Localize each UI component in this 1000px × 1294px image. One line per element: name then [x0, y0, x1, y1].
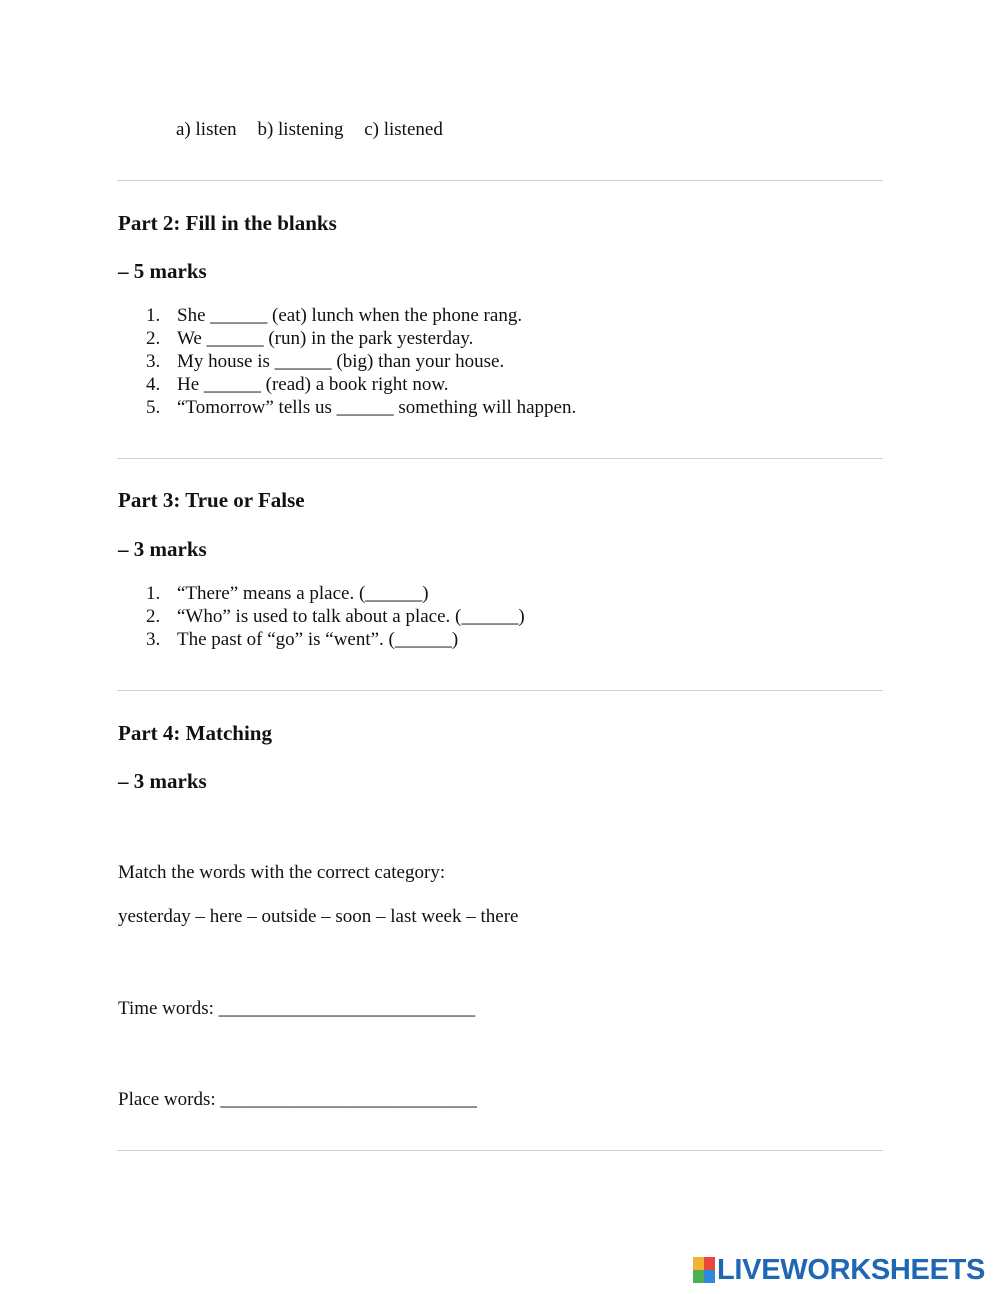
list-item: 2. “Who” is used to talk about a place. (______)	[146, 606, 525, 627]
logo-text: LIVEWORKSHEETS	[717, 1254, 986, 1286]
list-item: 3. The past of “go” is “went”. (______)	[146, 629, 459, 650]
list-item: 2. We ______ (run) in the park yesterday.	[146, 328, 474, 349]
option-a: a) listen	[176, 119, 237, 140]
divider	[117, 458, 883, 459]
part3-marks: – 3 marks	[118, 537, 207, 561]
list-item: 1. She ______ (eat) lunch when the phone rang.	[146, 305, 523, 326]
list-item: 1. “There” means a place. (______)	[146, 583, 429, 604]
list-item: 4. He ______ (read) a book right now.	[146, 374, 449, 395]
logo-square-icon	[693, 1257, 704, 1270]
part4-marks: – 3 marks	[118, 769, 207, 793]
part3-list	[146, 582, 525, 651]
logo-square-icon	[704, 1257, 715, 1270]
matching-instruction: Match the words with the correct category:	[118, 862, 446, 883]
logo-square-icon	[704, 1270, 715, 1283]
list-item: 5. “Tomorrow” tells us ______ something will happen.	[146, 397, 577, 418]
matching-words: yesterday – here – outside – soon – last week – there	[118, 906, 519, 927]
part4-title: Part 4: Matching	[118, 721, 272, 745]
part2-marks: – 5 marks	[118, 259, 207, 283]
part1-options	[176, 118, 459, 141]
logo-mark-icon	[693, 1257, 715, 1283]
part2-list	[146, 304, 576, 419]
divider	[117, 180, 883, 181]
option-b: b) listening	[257, 119, 344, 140]
liveworksheets-logo	[693, 1255, 985, 1285]
part2-title: Part 2: Fill in the blanks	[118, 211, 337, 235]
divider	[117, 690, 883, 691]
part3-title: Part 3: True or False	[118, 488, 305, 512]
list-item: 3. My house is ______ (big) than your house.	[146, 351, 505, 372]
option-c: c) listened	[364, 119, 443, 140]
logo-square-icon	[693, 1270, 704, 1283]
divider	[117, 1150, 883, 1151]
place-words-field[interactable]: Place words: ___________________________	[118, 1089, 477, 1110]
time-words-field[interactable]: Time words: ___________________________	[118, 998, 476, 1019]
